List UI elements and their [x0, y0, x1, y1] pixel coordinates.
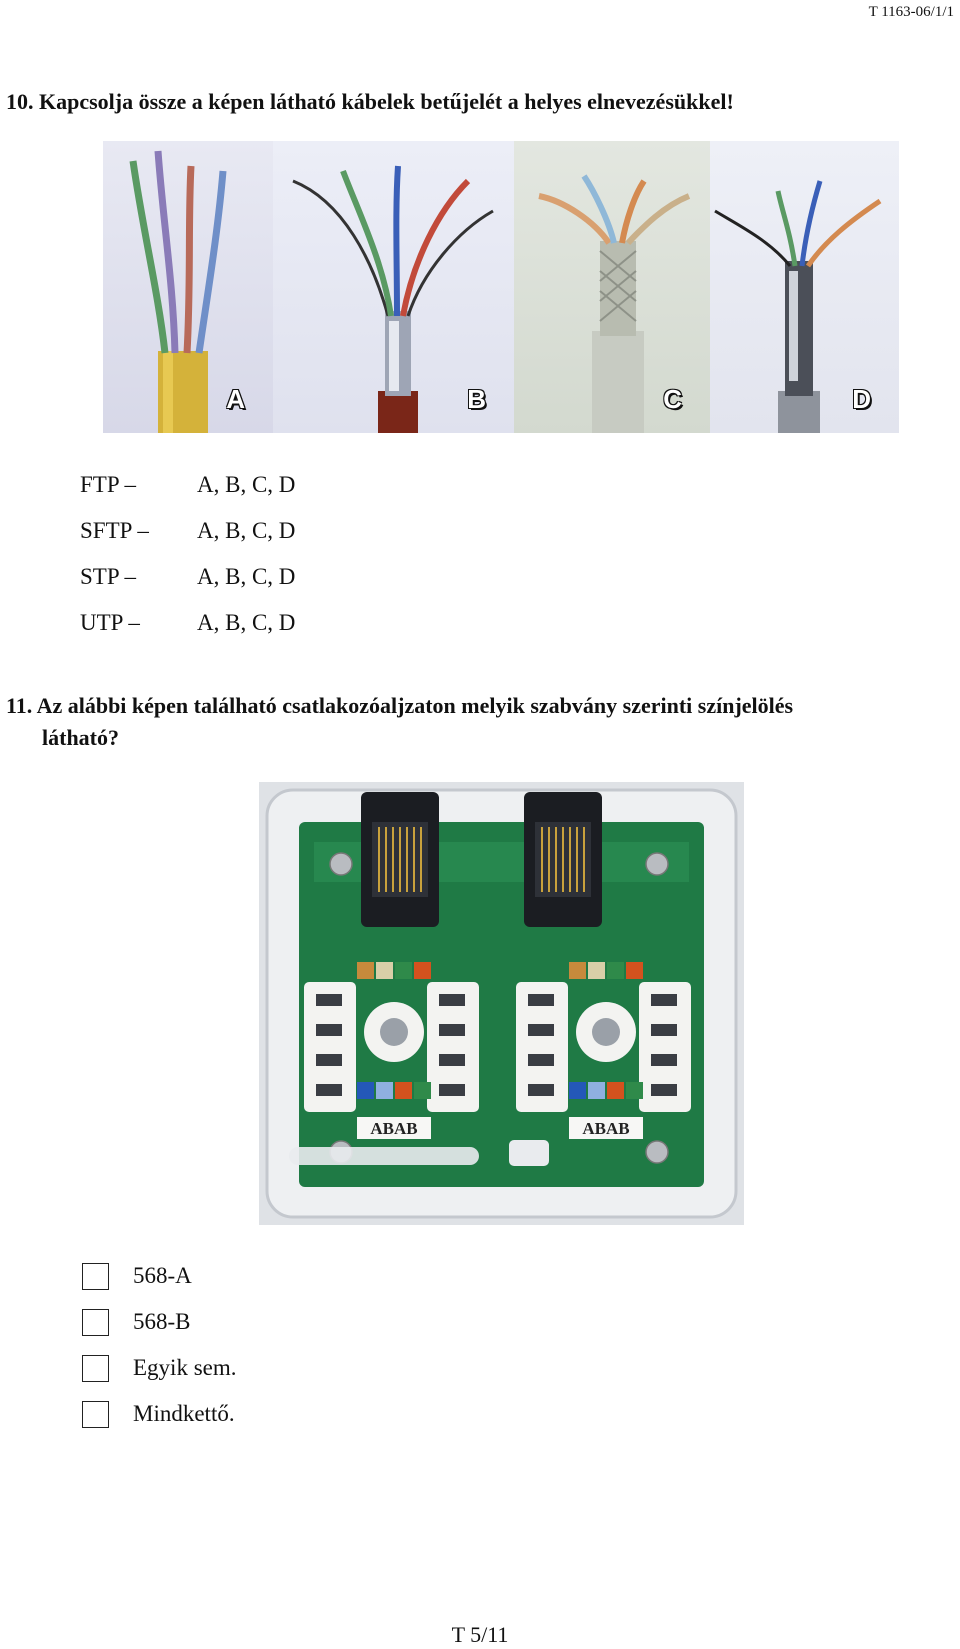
match-row-utp: [80, 600, 295, 646]
match-row-stp: [80, 554, 295, 600]
option-568b: [82, 1299, 237, 1345]
checkbox[interactable]: [82, 1401, 109, 1428]
cable-a-panel: [103, 141, 273, 433]
cable-letter-b: B: [467, 384, 486, 414]
cable-type-label: STP –: [80, 564, 137, 589]
socket-label-left: ABAB: [370, 1119, 418, 1138]
cable-types-photo: [103, 141, 899, 433]
question-11-title: [6, 690, 956, 754]
option-label: 568-A: [133, 1263, 192, 1288]
question-11-line1: 11. Az alábbi képen található csatlakozóaljzaton melyik szabvány szerinti színjelölés: [6, 693, 794, 718]
cable-matching-list: [80, 462, 295, 646]
letter-options[interactable]: A, B, C, D: [197, 472, 296, 497]
cable-letter-c: C: [663, 384, 682, 414]
option-both: [82, 1391, 237, 1437]
option-neither: [82, 1345, 237, 1391]
cable-b-panel: [273, 141, 514, 433]
cable-letter-d: D: [852, 384, 871, 414]
question-10-title: 10. Kapcsolja össze a képen látható kábelek betűjelét a helyes elnevezésükkel!: [6, 89, 734, 114]
network-socket-photo: [259, 782, 744, 1225]
checkbox[interactable]: [82, 1263, 109, 1290]
option-label: Egyik sem.: [133, 1355, 237, 1380]
letter-options[interactable]: A, B, C, D: [197, 564, 296, 589]
cable-type-label: UTP –: [80, 610, 140, 635]
answer-options: [82, 1253, 237, 1437]
letter-options[interactable]: A, B, C, D: [197, 518, 296, 543]
checkbox[interactable]: [82, 1309, 109, 1336]
socket-label-right: ABAB: [582, 1119, 630, 1138]
cable-letter-a: A: [226, 384, 245, 414]
page-number: T 5/11: [451, 1622, 509, 1647]
match-row-sftp: [80, 508, 295, 554]
match-row-ftp: [80, 462, 295, 508]
checkbox[interactable]: [82, 1355, 109, 1382]
cable-type-label: FTP –: [80, 472, 137, 497]
option-label: Mindkettő.: [133, 1401, 235, 1426]
letter-options[interactable]: A, B, C, D: [197, 610, 296, 635]
cable-c-panel: [514, 141, 710, 433]
document-code: T 1163-06/1/1: [868, 4, 954, 20]
cable-d-panel: [710, 141, 899, 433]
question-11-line2: látható?: [42, 725, 119, 750]
cable-type-label: SFTP –: [80, 518, 149, 543]
option-568a: [82, 1253, 237, 1299]
option-label: 568-B: [133, 1309, 191, 1334]
